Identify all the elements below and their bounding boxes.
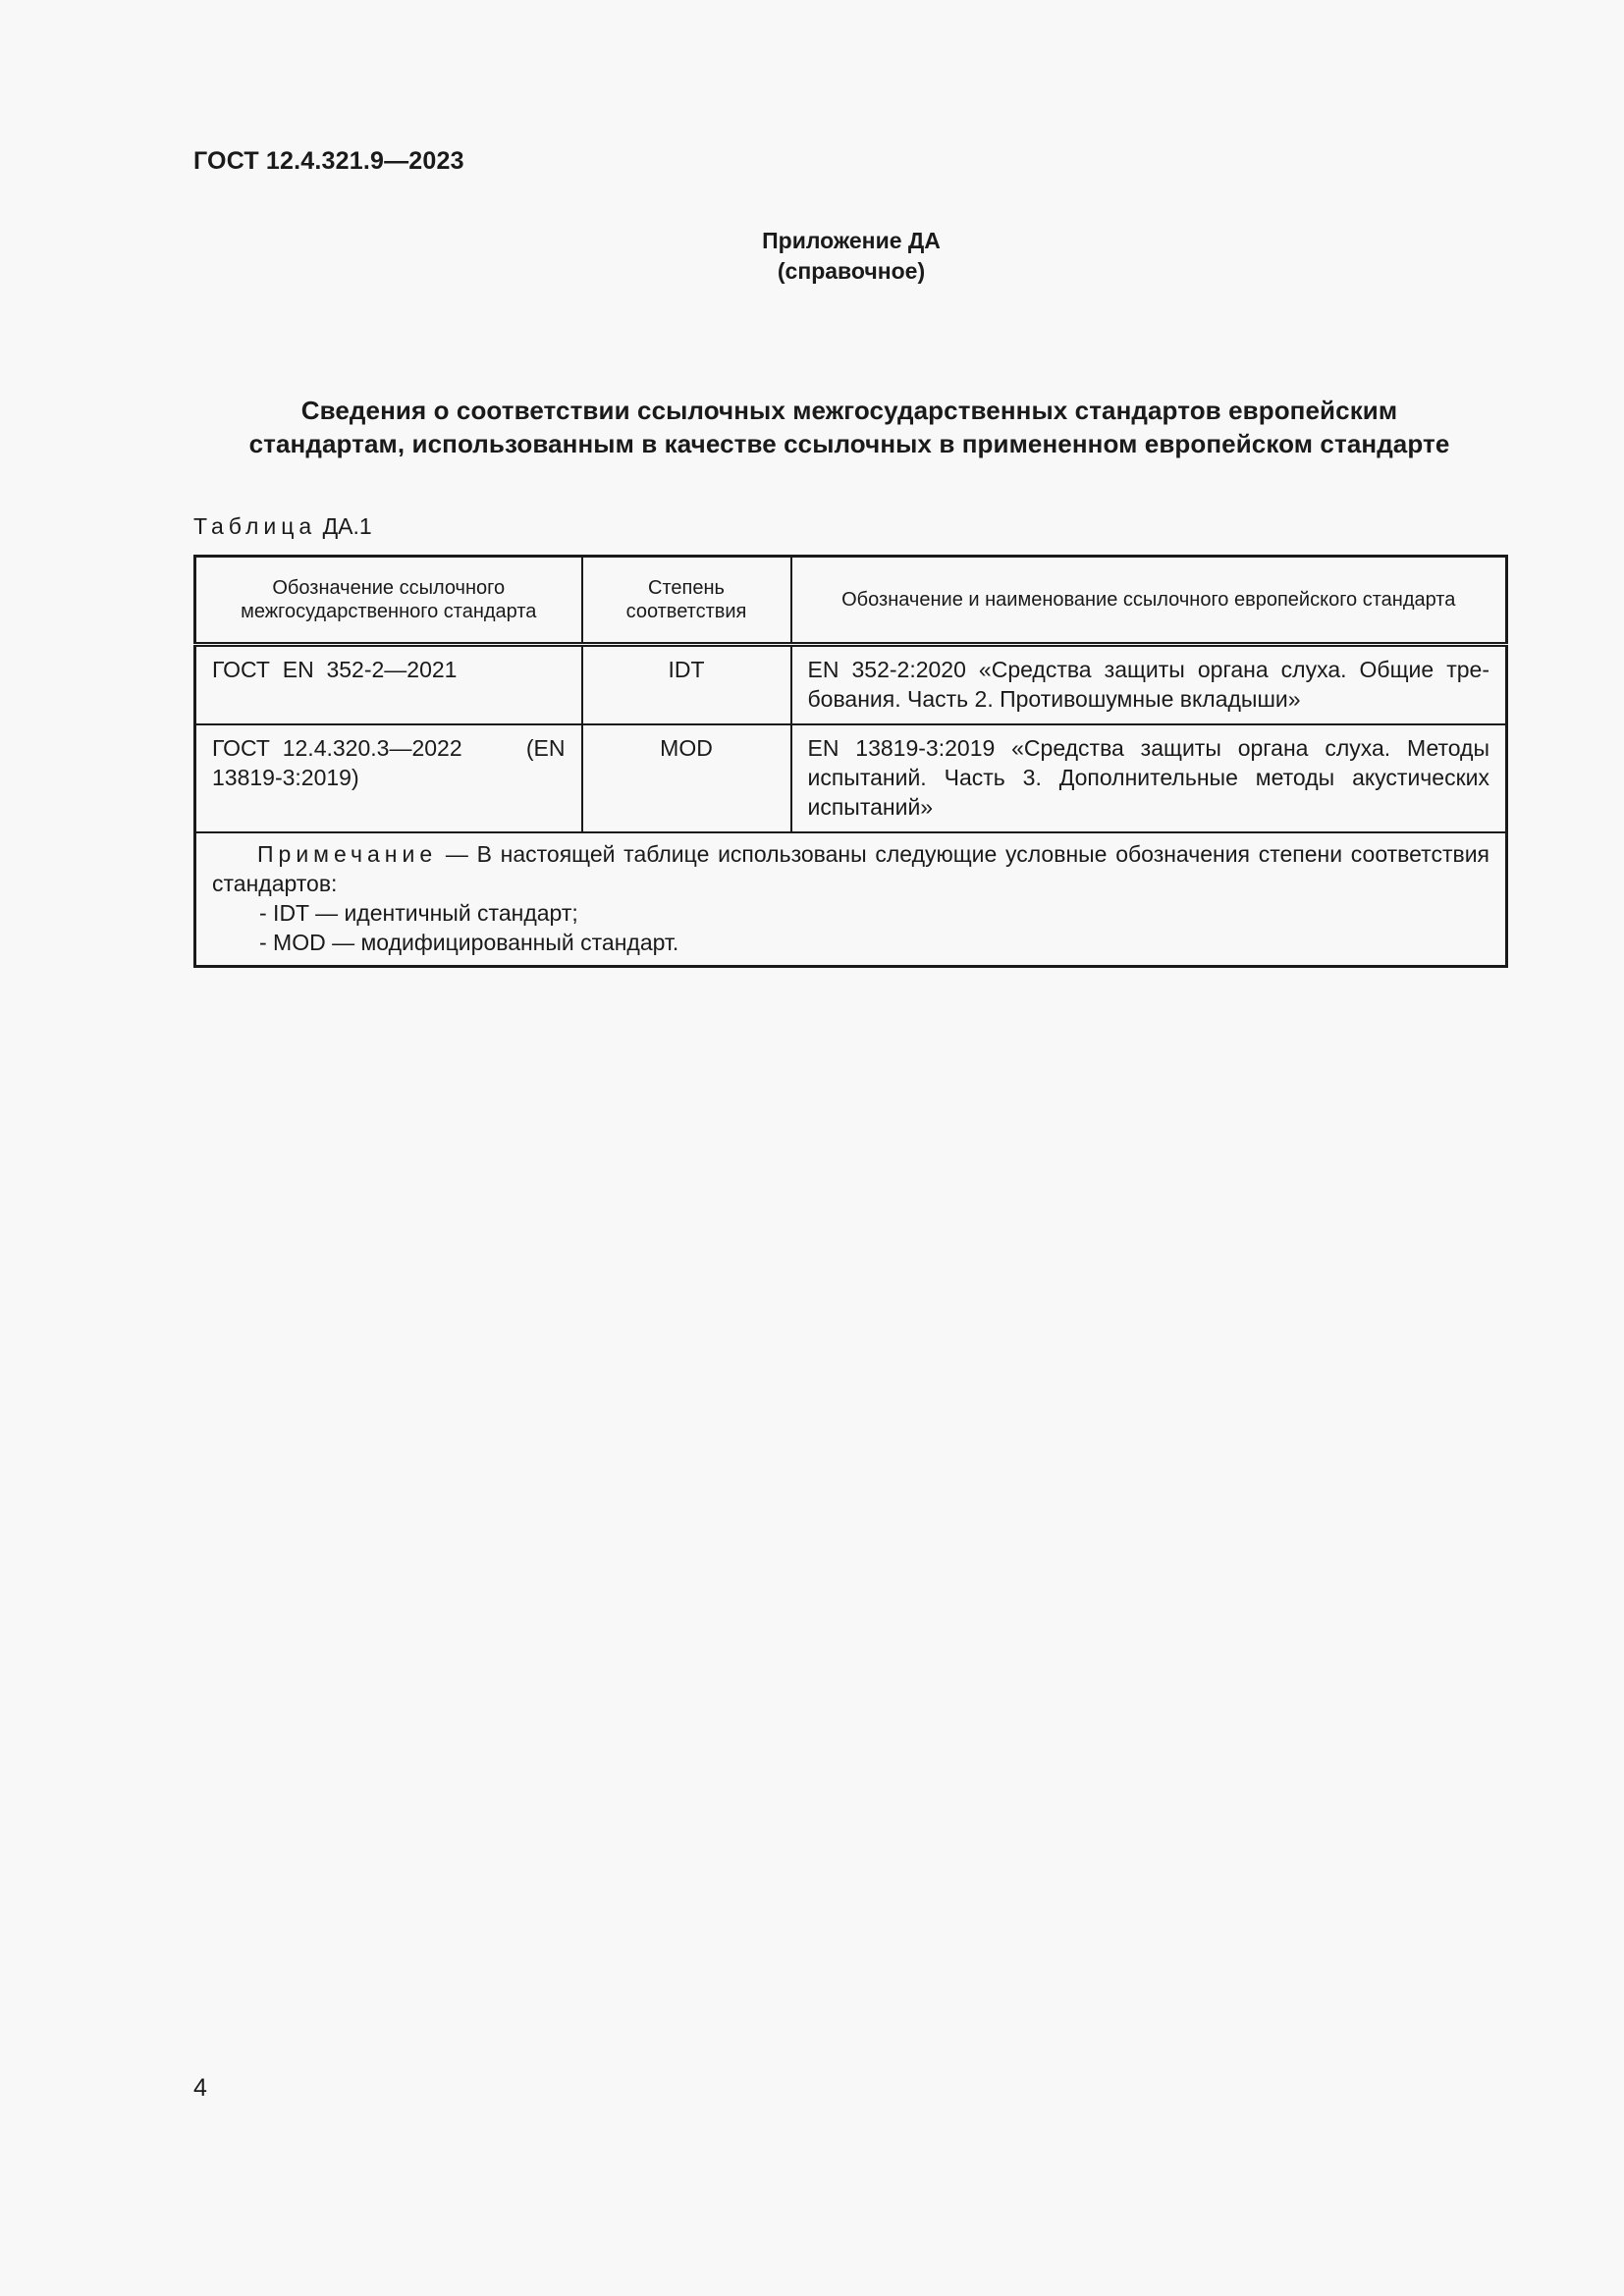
reference-standards-table (193, 555, 1508, 968)
note-item-idt: - IDT — идентичный стандарт; (259, 900, 578, 926)
table-note (195, 832, 1507, 967)
note-paragraph (212, 839, 1489, 898)
annex-title: Приложение ДА (762, 228, 941, 253)
header-degree: Степень соответствия (582, 557, 791, 645)
header-designation: Обозначение ссылочного межгосударственного стандарта (195, 557, 582, 645)
cell-designation (195, 724, 582, 832)
table-caption-label: Таблица (193, 513, 317, 539)
annex-header (0, 226, 1624, 287)
table-header-row (195, 557, 1507, 645)
cell-european: EN 13819-3:2019 «Средства защиты органа слуха. Методы испытаний. Часть 3. Дополнительные методы акустических испытаний» (791, 724, 1507, 832)
designation-part-2: (EN (525, 735, 566, 761)
page-number: 4 (193, 2074, 207, 2102)
heading-line-2: стандартам, использованным в качестве ссылочных в примененном европейском стандарте (248, 429, 1450, 458)
table-caption (193, 513, 372, 540)
note-item-mod: - MOD — модифицированный стандарт. (259, 930, 679, 955)
annex-type: (справочное) (777, 258, 926, 284)
designation-line-1 (212, 733, 566, 763)
designation-part-3: 13819-3:2019) (212, 765, 359, 790)
note-text: — В настоящей таблице использованы следующие условные обозначения степени соответствия стандартов: (212, 841, 1489, 896)
heading-line-1: Сведения о соответствии ссылочных межгосударственных стандартов европейским (300, 396, 1398, 425)
table-row (195, 724, 1507, 832)
standard-number: ГОСТ 12.4.321.9—2023 (193, 147, 464, 175)
designation-part-1: ГОСТ 12.4.320.3—2022 (212, 735, 462, 761)
table-caption-number: ДА.1 (322, 513, 372, 539)
table-note-row (195, 832, 1507, 967)
cell-designation: ГОСТ EN 352-2—2021 (195, 645, 582, 725)
header-european: Обозначение и наименование ссылочного европейского стандарта (791, 557, 1507, 645)
annex-heading (193, 394, 1505, 460)
cell-degree: IDT (582, 645, 791, 725)
cell-european: EN 352-2:2020 «Средства защиты органа слуха. Общие требования. Часть 2. Противошумные вкладыши» (791, 645, 1507, 725)
note-label: Примечание (257, 841, 438, 867)
table-row (195, 645, 1507, 725)
cell-degree: MOD (582, 724, 791, 832)
